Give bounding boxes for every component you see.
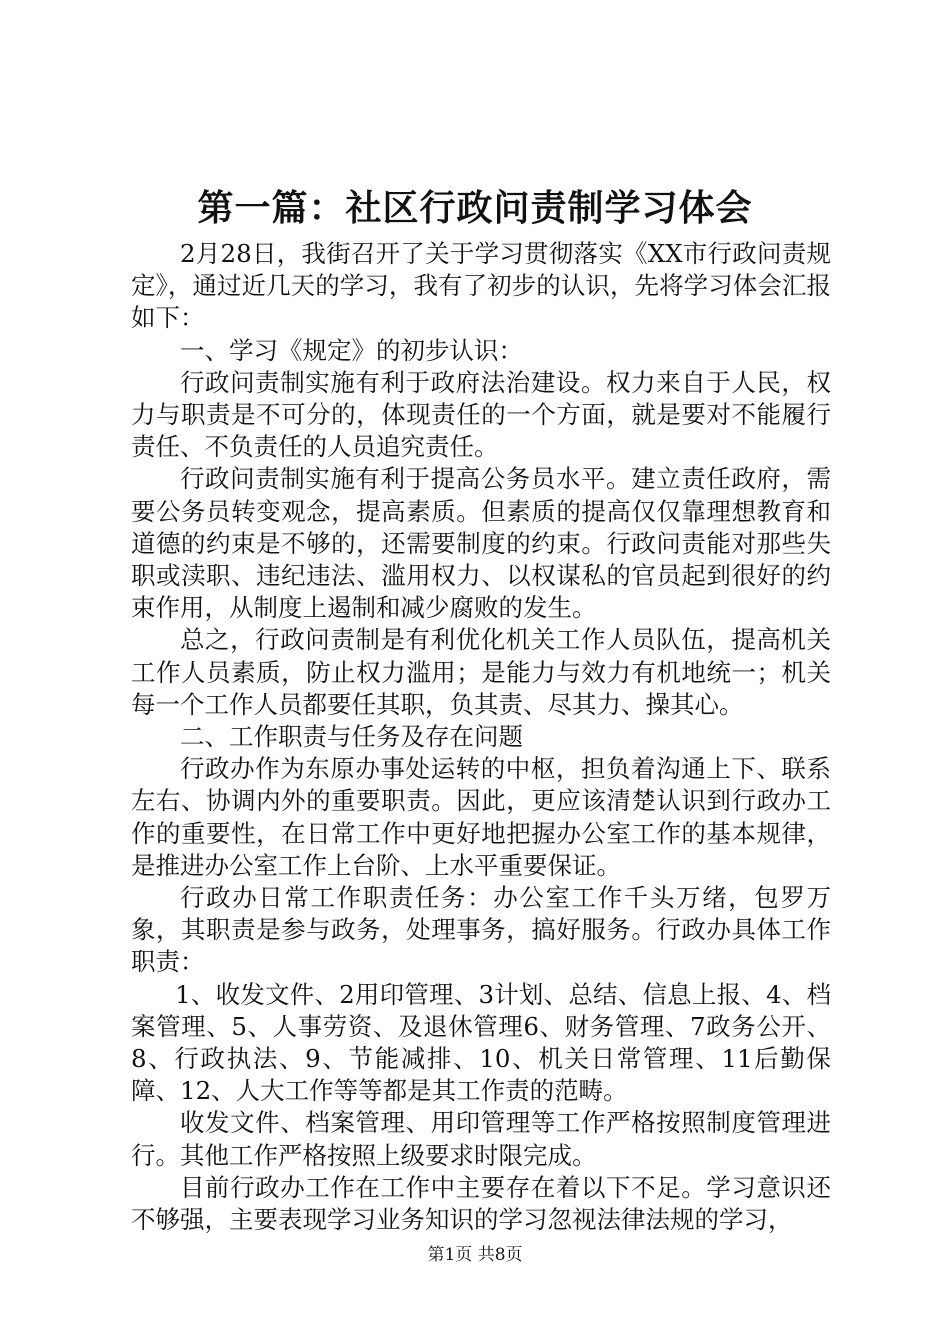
section-heading: 一、学习《规定》的初步认识： [180, 335, 523, 365]
paragraph: 目前行政办工作在工作中主要存在着以下不足。学习意识还不够强，主要表现学习业务知识的学习忽视法律法规的学习， [131, 1172, 831, 1235]
paragraph: 行政办作为东原办事处运转的中枢，担负着沟通上下、联系左右、协调内外的重要职责。因此，更应该清楚认识到行政办工作的重要性，在日常工作中更好地把握办公室工作的基本规律，是推进办公室工作上台阶、上水平重要保证。 [131, 754, 831, 880]
paragraph: 收发文件、档案管理、用印管理等工作严格按照制度管理进行。其他工作严格按照上级要求时限完成。 [131, 1108, 831, 1170]
document-title: 第一篇：社区行政问责制学习体会 [197, 187, 753, 229]
section-heading: 二、工作职责与任务及存在问题 [180, 722, 523, 752]
page-number-footer: 第1页 共8页 [427, 1245, 523, 1265]
paragraph: 行政问责制实施有利于政府法治建设。权力来自于人民，权力与职责是不可分的，体现责任的一个方面，就是要对不能履行责任、不负责任的人员追究责任。 [131, 367, 831, 462]
paragraph: 行政办日常工作职责任务：办公室工作千头万绪，包罗万象，其职责是参与政务，处理事务，搞好服务。行政办具体工作职责： [131, 883, 831, 977]
document-body [131, 238, 831, 1236]
paragraph: 行政问责制实施有利于提高公务员水平。建立责任政府，需要公务员转变观念，提高素质。但素质的提高仅仅靠理想教育和道德的约束是不够的，还需要制度的约束。行政问责能对那些失职或渎职、违纪违法、滥用权力、以权谋私的官员起到很好的约束作用，从制度上遏制和减少腐败的发生。 [131, 464, 831, 623]
paragraph: 总之，行政问责制是有利优化机关工作人员队伍，提高机关工作人员素质，防止权力滥用；是能力与效力有机地统一；机关每一个工作人员都要任其职，负其责、尽其力、操其心。 [131, 625, 831, 719]
duty-list-paragraph: 1、收发文件、2用印管理、3计划、总结、信息上报、4、档案管理、5、人事劳资、及退休管理6、财务管理、7政务公开、8、行政执法、9、节能减排、10、机关日常管理、11后勤保障、12、人大工作等等都是其工作责的范畴。 [131, 979, 831, 1106]
paragraph: 2月28日，我街召开了关于学习贯彻落实《XX市行政问责规定》，通过近几天的学习，我有了初步的认识，先将学习体会汇报如下： [131, 239, 831, 333]
